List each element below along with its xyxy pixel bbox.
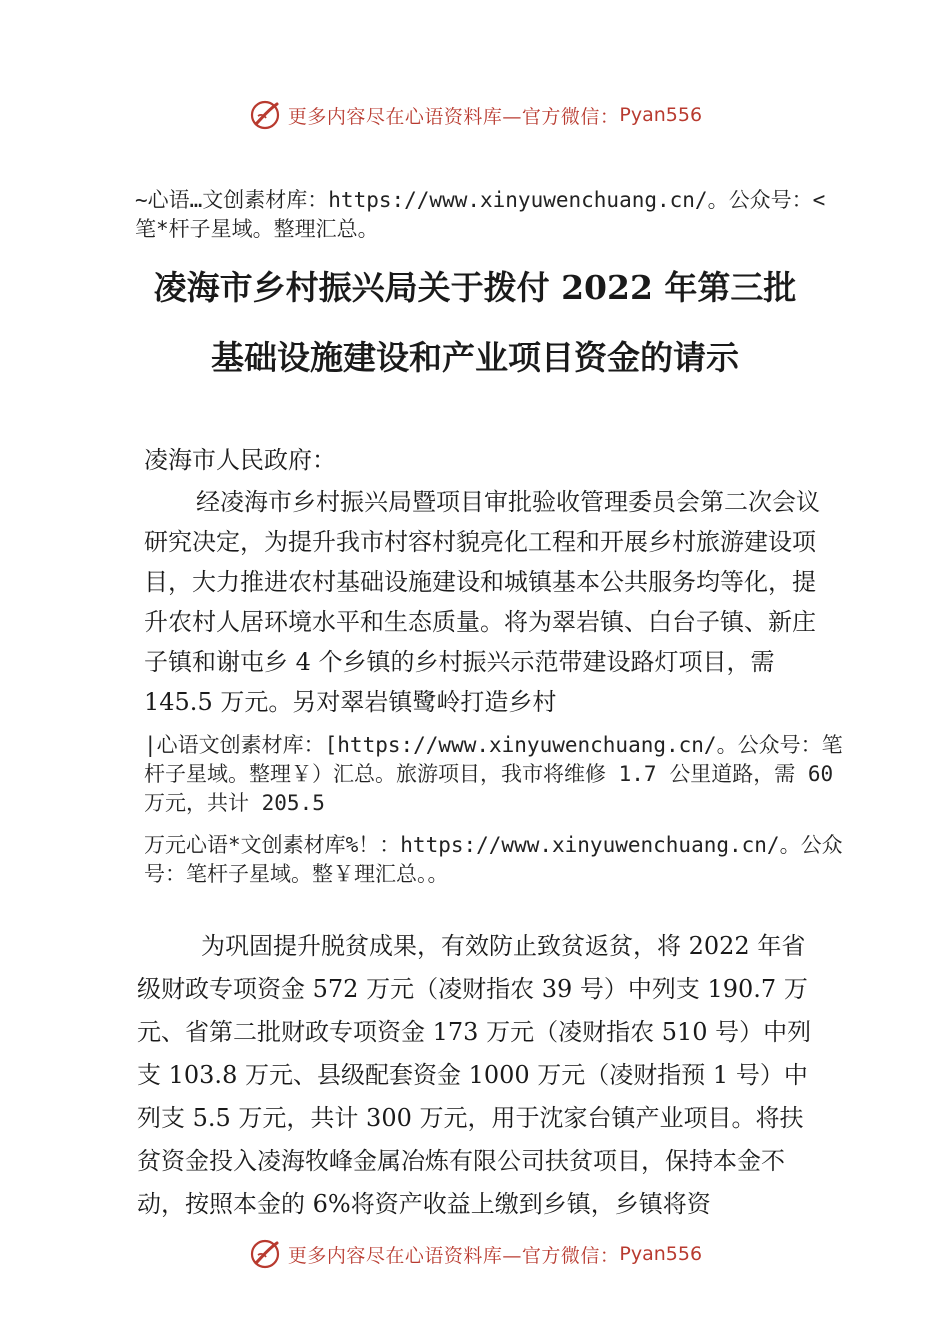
salutation: 凌海市人民政府： bbox=[144, 446, 336, 474]
brush-logo-icon bbox=[248, 1237, 282, 1271]
banner-wechat-id: Pyan556 bbox=[619, 104, 703, 126]
footer-banner bbox=[0, 1234, 950, 1274]
banner-text: 更多内容尽在心语资料库—官方微信： bbox=[287, 105, 620, 128]
header-banner bbox=[0, 95, 950, 135]
document-title-line-1: 凌海市乡村振兴局关于拨付 2022 年第三批 bbox=[153, 268, 797, 307]
banner-text: 更多内容尽在心语资料库—官方微信： bbox=[287, 1244, 620, 1267]
paragraph-1: 经凌海市乡村振兴局暨项目审批验收管理委员会第二次会议研究决定，为提升我市村容村貌亮化工程和开展乡村旅游建设项目，大力推进农村基础设施建设和城镇基本公共服务均等化，提升农村人居环境水平和生态质量。将为翠岩镇、白台子镇、新庄子镇和谢屯乡 4 个乡镇的乡村振兴示范带建设路灯项目，需 145.5 万元。另对翠岩镇鹭岭打造乡村 bbox=[144, 488, 820, 716]
document-title-line-2: 基础设施建设和产业项目资金的请示 bbox=[211, 338, 739, 377]
banner-wechat-id: Pyan556 bbox=[619, 1243, 703, 1265]
watermark-note-2: |心语文创素材库：[https://www.xinyuwenchuang.cn/。公众号：笔杆子星域。整理￥）汇总。旅游项目，我市将维修 1.7 公里道路，需 60 万元，共计 205.5 bbox=[144, 733, 846, 815]
paragraph-2: 为巩固提升脱贫成果，有效防止致贫返贫，将 2022 年省级财政专项资金 572 万元（凌财指农 39 号）中列支 190.7 万元、省第二批财政专项资金 173 万元（凌财指农 510 号）中列支 103.8 万元、县级配套资金 1000 万元（凌财指预 1 号）中列支 5.5 万元，共计 300 万元，用于沈家台镇产业项目。将扶贫资金投入凌海牧峰金属冶炼有限公司扶贫项目，保持本金不动，按照本金的 6%将资产收益上缴到乡镇，乡镇将资 bbox=[137, 932, 812, 1218]
watermark-note-3: 万元心语*文创素材库%！：https://www.xinyuwenchuang.cn/。公众号：笔杆子星域。整￥理汇总。。 bbox=[144, 833, 843, 886]
watermark-note-1: ~心语…文创素材库：https://www.xinyuwenchuang.cn/。公众号：<笔*杆子星域。整理汇总。 bbox=[135, 188, 826, 241]
brush-logo-icon bbox=[248, 98, 282, 132]
